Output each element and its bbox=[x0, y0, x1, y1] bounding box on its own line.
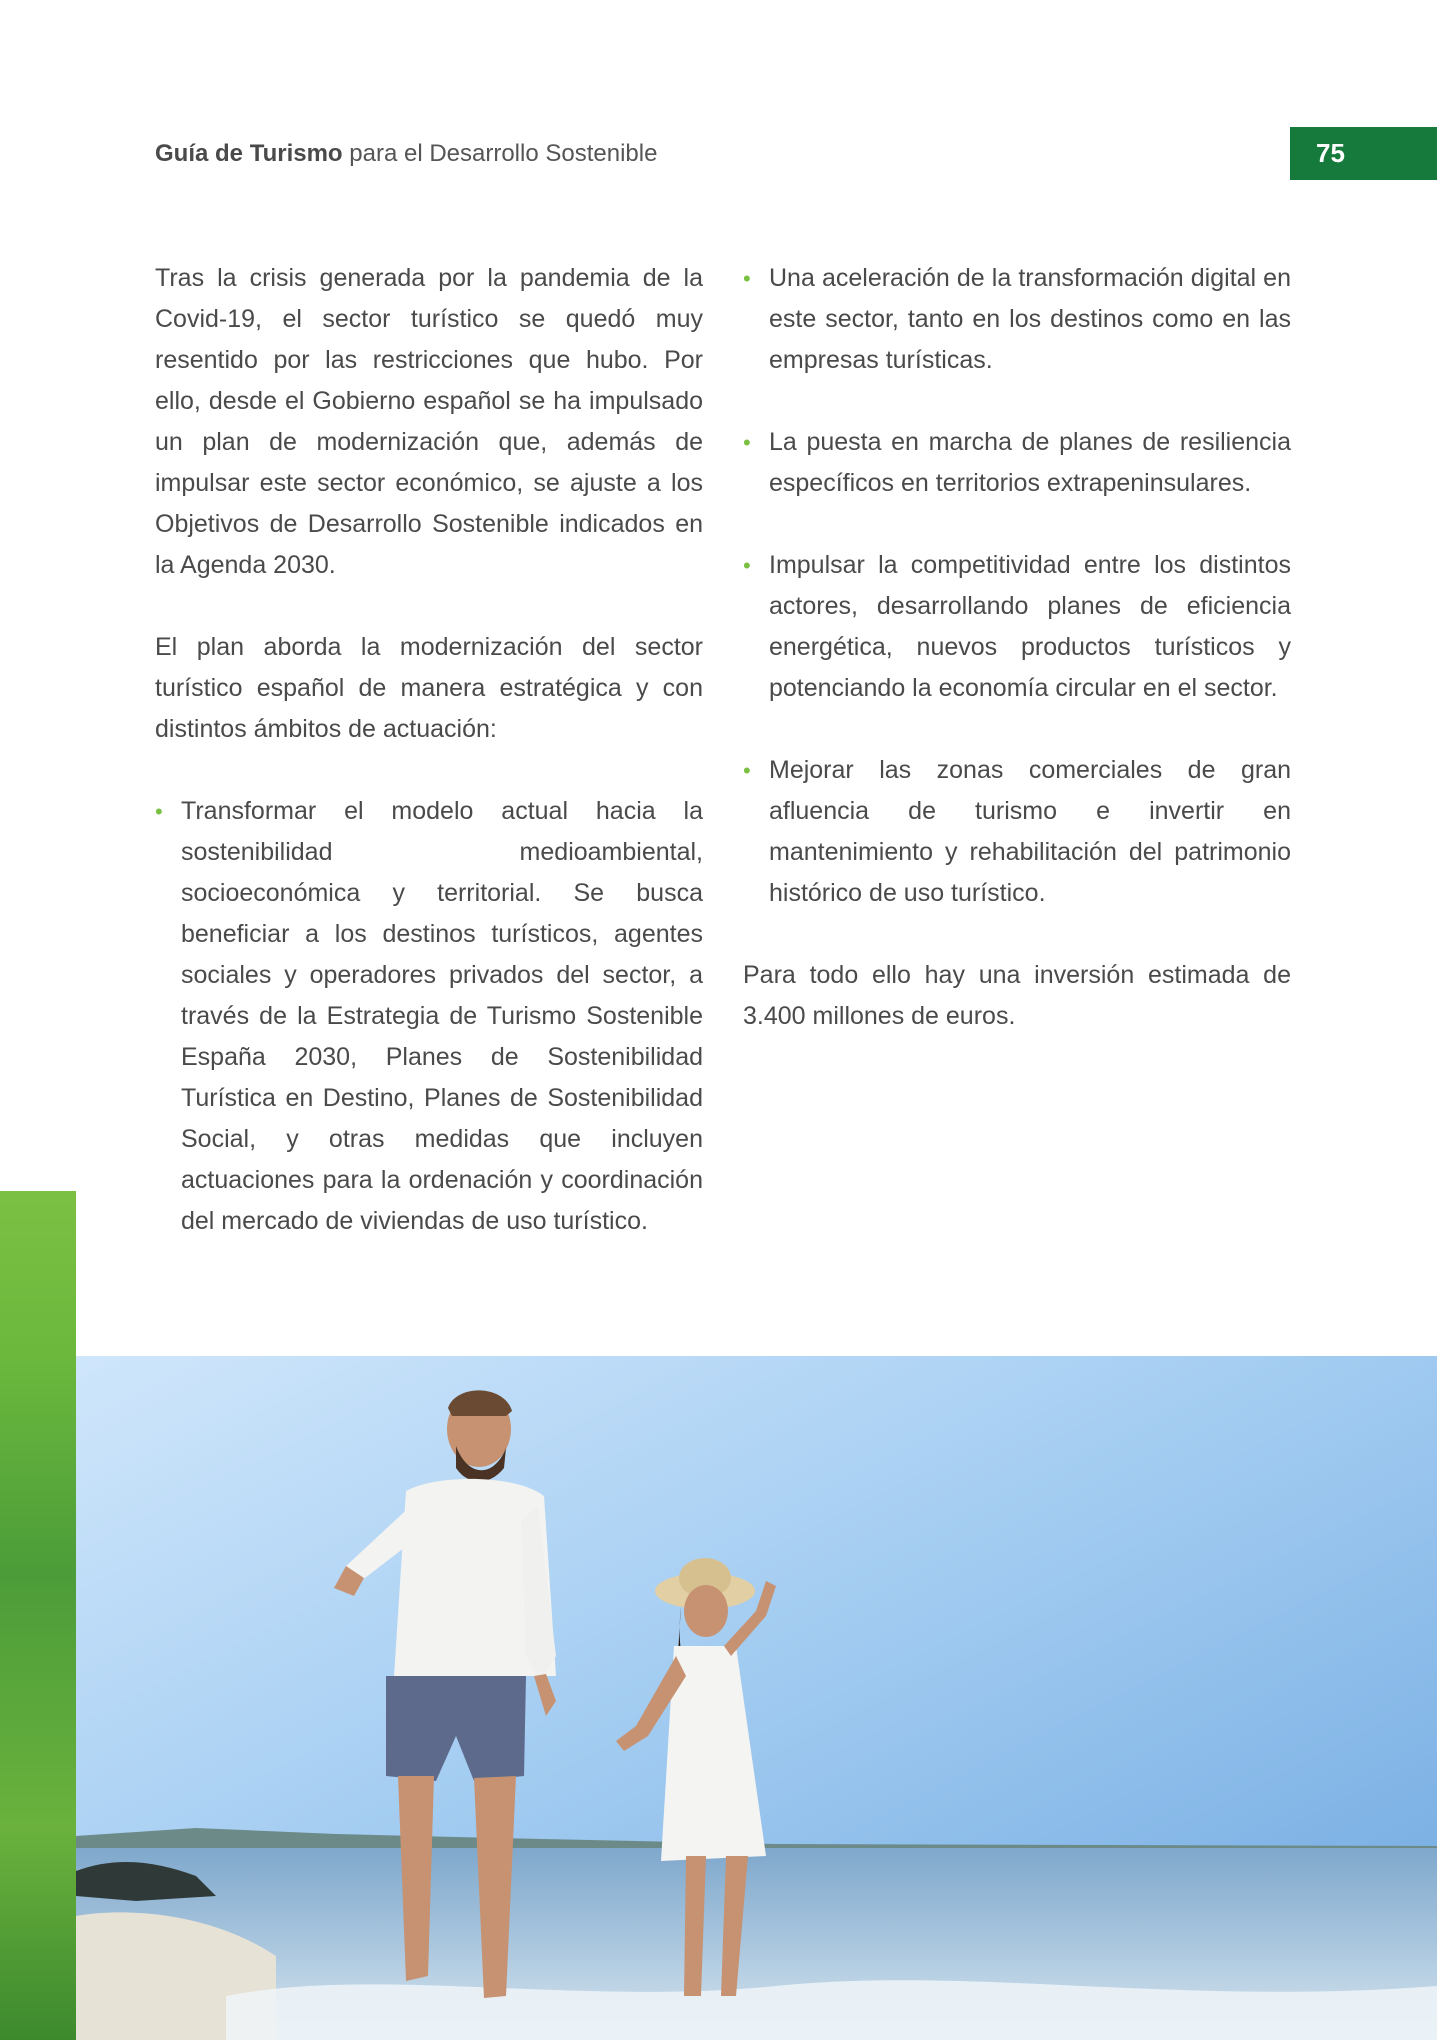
bullet-dot-icon: • bbox=[743, 430, 751, 455]
intro-paragraph: Tras la crisis generada por la pandemia de la Covid-19, el sector turístico se quedó muy resentido por las restricciones que hubo. Por ello, desde el Gobierno español se ha impulsado un plan de modernización que, además de impulsar este sector económico, se ajuste a los Objetivos de Desarrollo Sostenible indicados en la Agenda 2030. bbox=[155, 264, 703, 579]
list-item bbox=[743, 422, 1291, 504]
header-title-rest: para el Desarrollo Sostenible bbox=[342, 140, 658, 167]
plan-paragraph: El plan aborda la modernización del sector turístico español de manera estratégica y con distintos ámbitos de actuación: bbox=[155, 633, 703, 743]
left-bullet-list bbox=[155, 791, 703, 1242]
right-bullet-list bbox=[743, 258, 1291, 914]
bullet-dot-icon: • bbox=[155, 799, 163, 824]
page-number: 75 bbox=[1290, 127, 1437, 180]
decorative-green-strip bbox=[0, 1191, 76, 2040]
closing-paragraph: Para todo ello hay una inversión estimada de 3.400 millones de euros. bbox=[743, 961, 1291, 1030]
list-item-text: Impulsar la competitividad entre los distintos actores, desarrollando planes de eficiencia energética, nuevos productos turísticos y potenciando la economía circular en el sector. bbox=[769, 551, 1291, 702]
list-item-text: Transformar el modelo actual hacia la sostenibilidad medioambiental, socioeconómica y territorial. Se busca beneficiar a los destinos turísticos, agentes sociales y operadores privados del sector, a través de la Estrategia de Turismo Sostenible España 2030, Planes de Sostenibilidad Turística en Destino, Planes de Sostenibilidad Social, y otras medidas que incluyen actuaciones para la ordenación y coordinación del mercado de viviendas de uso turístico. bbox=[181, 797, 703, 1235]
list-item-text: La puesta en marcha de planes de resiliencia específicos en territorios extrapeninsulares. bbox=[769, 428, 1291, 497]
list-item bbox=[155, 791, 703, 1242]
list-item bbox=[743, 750, 1291, 914]
bullet-dot-icon: • bbox=[743, 553, 751, 578]
header-title-bold: Guía de Turismo bbox=[155, 140, 343, 167]
bullet-dot-icon: • bbox=[743, 266, 751, 291]
list-item-text: Una aceleración de la transformación digital en este sector, tanto en los destinos como en las empresas turísticas. bbox=[769, 264, 1291, 374]
list-item bbox=[743, 258, 1291, 381]
list-item bbox=[743, 545, 1291, 709]
right-column bbox=[743, 258, 1291, 1078]
beach-couple-photo bbox=[76, 1356, 1437, 2040]
running-header bbox=[155, 140, 657, 168]
list-item-text: Mejorar las zonas comerciales de gran afluencia de turismo e invertir en mantenimiento y rehabilitación del patrimonio histórico de uso turístico. bbox=[769, 756, 1291, 907]
left-column bbox=[155, 258, 703, 1283]
bullet-dot-icon: • bbox=[743, 758, 751, 783]
